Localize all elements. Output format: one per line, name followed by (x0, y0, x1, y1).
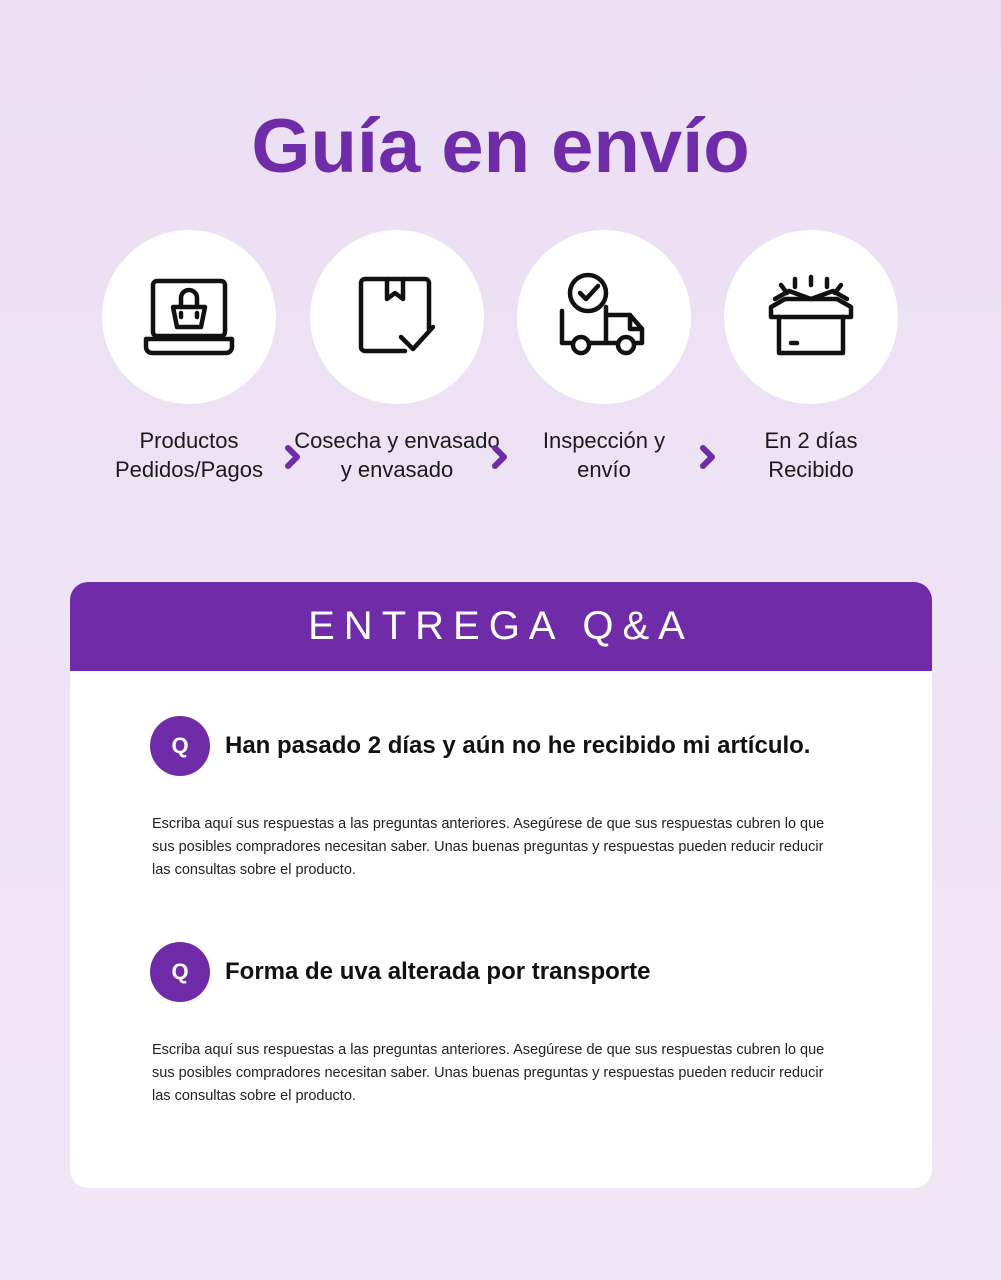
step-label-line1: Inspección y (542, 428, 666, 453)
question-text: Forma de uva alterada por transporte (225, 958, 651, 985)
laptop-shopping-bag-icon (143, 271, 235, 363)
step-label-line2: y envasado (340, 457, 454, 482)
question-text: Han pasado 2 días y aún no he recibido mi artículo. (225, 732, 811, 759)
step-inspection-shipping (501, 230, 707, 484)
step-icon-circle (724, 230, 898, 404)
step-label (294, 426, 500, 484)
page-title: Guía en envío (251, 104, 750, 189)
step-label (708, 426, 914, 484)
step-icon-circle (102, 230, 276, 404)
step-order-payment (86, 230, 292, 484)
step-label-line1: Cosecha y envasado (294, 428, 500, 453)
step-icon-circle (310, 230, 484, 404)
step-received (708, 230, 914, 484)
qa-header: ENTREGA Q&A (70, 582, 932, 671)
step-label-line1: En 2 días (764, 428, 858, 453)
delivery-truck-check-icon (556, 271, 652, 363)
step-label (501, 426, 707, 484)
step-label-line2: Pedidos/Pagos (115, 457, 263, 482)
step-label (86, 426, 292, 484)
open-box-icon (765, 271, 857, 363)
question-badge: Q (150, 716, 210, 776)
step-icon-circle (517, 230, 691, 404)
step-harvest-packaging (294, 230, 500, 484)
chevron-right-icon (284, 444, 302, 470)
chevron-right-icon (491, 444, 509, 470)
step-label-line1: Productos (139, 428, 239, 453)
answer-text: Escriba aquí sus respuestas a las preguntas anteriores. Asegúrese de que sus respuestas cubren lo que sus posibles compradores necesitan saber. Unas buenas preguntas y respuestas pueden reducir reducir las consultas sobre el producto. (152, 816, 825, 878)
answer-text: Escriba aquí sus respuestas a las preguntas anteriores. Asegúrese de que sus respuestas cubren lo que sus posibles compradores necesitan saber. Unas buenas preguntas y respuestas pueden reducir reducir las consultas sobre el producto. (152, 1042, 825, 1104)
step-label-line2: envío (577, 457, 631, 482)
qa-card (70, 582, 932, 1188)
step-label-line2: Recibido (768, 457, 854, 482)
question-badge: Q (150, 942, 210, 1002)
package-check-icon (351, 271, 443, 363)
chevron-right-icon (699, 444, 717, 470)
